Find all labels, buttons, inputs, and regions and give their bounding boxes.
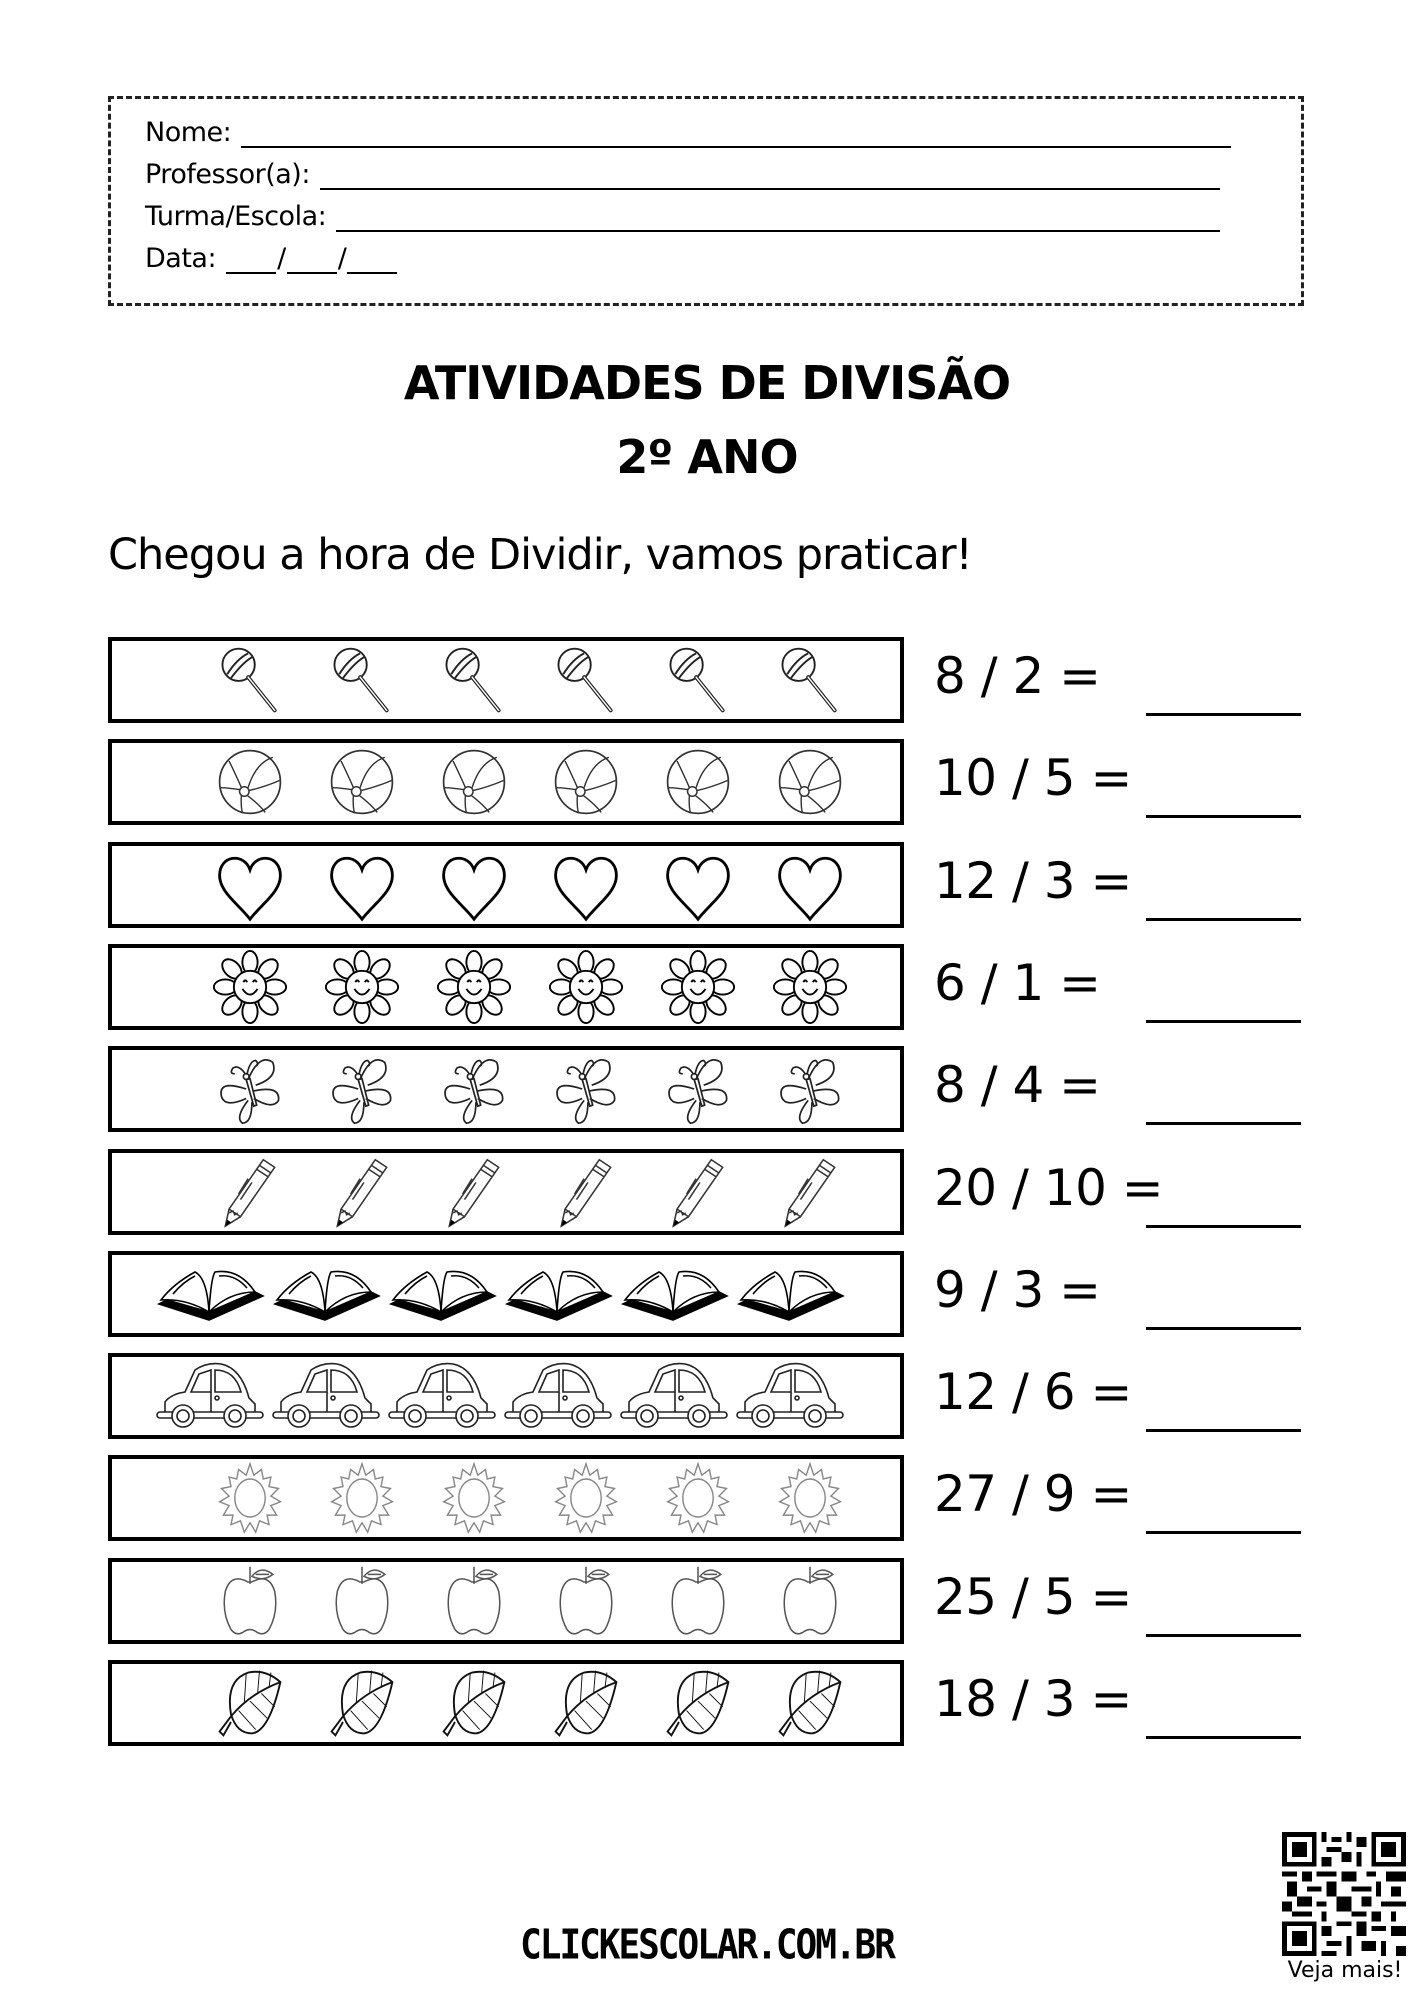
smiling-flower-icon bbox=[530, 948, 642, 1026]
heart-icon bbox=[418, 846, 530, 924]
picture-box bbox=[108, 944, 904, 1030]
car-icon bbox=[616, 1357, 732, 1435]
answer-blank[interactable] bbox=[1146, 918, 1301, 921]
butterfly-icon bbox=[642, 1050, 754, 1128]
class-school-line[interactable] bbox=[336, 206, 1220, 232]
exercise-row bbox=[108, 842, 1318, 928]
lollipop-icon bbox=[418, 641, 530, 719]
answer-blank[interactable] bbox=[1146, 1736, 1301, 1739]
division-equation: 6 / 1 = bbox=[934, 953, 1101, 1012]
apple-icon bbox=[530, 1562, 642, 1640]
division-equation: 12 / 6 = bbox=[934, 1363, 1132, 1422]
sun-icon bbox=[642, 1459, 754, 1537]
qr-caption: Veja mais! bbox=[1287, 1958, 1403, 1983]
teacher-line[interactable] bbox=[320, 164, 1220, 190]
exercise-row bbox=[108, 1046, 1318, 1132]
exercise-row bbox=[108, 739, 1318, 825]
apple-icon bbox=[194, 1562, 306, 1640]
lollipop-icon bbox=[194, 641, 306, 719]
car-icon bbox=[500, 1357, 616, 1435]
pencil-icon bbox=[754, 1153, 866, 1231]
date-year-line[interactable] bbox=[347, 248, 397, 274]
name-line[interactable] bbox=[241, 122, 1231, 148]
division-equation: 25 / 5 = bbox=[934, 1567, 1132, 1626]
intro-text: Chegou a hora de Dividir, vamos praticar! bbox=[108, 530, 972, 580]
exercise-row bbox=[108, 1251, 1318, 1337]
heart-icon bbox=[642, 846, 754, 924]
icon-group bbox=[194, 1050, 866, 1128]
open-book-icon bbox=[732, 1255, 848, 1333]
teacher-label: Professor(a): bbox=[145, 159, 310, 190]
teacher-field[interactable] bbox=[145, 159, 1220, 190]
smiling-flower-icon bbox=[754, 948, 866, 1026]
beach-ball-icon bbox=[418, 743, 530, 821]
division-equation: 10 / 5 = bbox=[934, 749, 1132, 808]
open-book-icon bbox=[152, 1255, 268, 1333]
picture-box bbox=[108, 637, 904, 723]
apple-icon bbox=[418, 1562, 530, 1640]
exercise-row bbox=[108, 944, 1318, 1030]
answer-blank[interactable] bbox=[1146, 1327, 1301, 1330]
exercise-row bbox=[108, 1149, 1318, 1235]
division-equation: 8 / 4 = bbox=[934, 1056, 1101, 1115]
date-field[interactable] bbox=[145, 243, 397, 274]
icon-group bbox=[194, 1459, 866, 1537]
beach-ball-icon bbox=[306, 743, 418, 821]
butterfly-icon bbox=[418, 1050, 530, 1128]
division-equation: 12 / 3 = bbox=[934, 851, 1132, 910]
answer-blank[interactable] bbox=[1146, 1225, 1301, 1228]
smiling-flower-icon bbox=[642, 948, 754, 1026]
picture-box bbox=[108, 1455, 904, 1541]
heart-icon bbox=[754, 846, 866, 924]
pencil-icon bbox=[642, 1153, 754, 1231]
date-month-line[interactable] bbox=[287, 248, 337, 274]
website-footer[interactable]: CLICKESCOLAR.COM.BR bbox=[520, 1921, 894, 1970]
smiling-flower-icon bbox=[306, 948, 418, 1026]
heart-icon bbox=[306, 846, 418, 924]
apple-icon bbox=[306, 1562, 418, 1640]
answer-blank[interactable] bbox=[1146, 1122, 1301, 1125]
answer-blank[interactable] bbox=[1146, 1429, 1301, 1432]
page-title: ATIVIDADES DE DIVISÃO bbox=[403, 356, 1011, 410]
picture-box bbox=[108, 842, 904, 928]
class-school-field[interactable] bbox=[145, 201, 1220, 232]
answer-blank[interactable] bbox=[1146, 815, 1301, 818]
leaf-icon bbox=[306, 1664, 418, 1742]
picture-box bbox=[108, 1353, 904, 1439]
icon-group bbox=[152, 1255, 848, 1333]
division-equation: 8 / 2 = bbox=[934, 647, 1101, 705]
beach-ball-icon bbox=[194, 743, 306, 821]
picture-box bbox=[108, 1149, 904, 1235]
heart-icon bbox=[194, 846, 306, 924]
lollipop-icon bbox=[306, 641, 418, 719]
sun-icon bbox=[530, 1459, 642, 1537]
name-field[interactable] bbox=[145, 117, 1231, 148]
butterfly-icon bbox=[530, 1050, 642, 1128]
answer-blank[interactable] bbox=[1146, 1634, 1301, 1637]
picture-box bbox=[108, 1251, 904, 1337]
pencil-icon bbox=[418, 1153, 530, 1231]
date-separator: / bbox=[337, 243, 347, 274]
icon-group bbox=[194, 948, 866, 1026]
picture-box bbox=[108, 739, 904, 825]
qr-code-icon[interactable] bbox=[1282, 1832, 1406, 1956]
answer-blank[interactable] bbox=[1146, 1020, 1301, 1023]
exercise-row bbox=[108, 637, 1318, 723]
division-equation: 27 / 9 = bbox=[934, 1465, 1132, 1524]
car-icon bbox=[268, 1357, 384, 1435]
car-icon bbox=[732, 1357, 848, 1435]
smiling-flower-icon bbox=[194, 948, 306, 1026]
smiling-flower-icon bbox=[418, 948, 530, 1026]
lollipop-icon bbox=[642, 641, 754, 719]
lollipop-icon bbox=[754, 641, 866, 719]
leaf-icon bbox=[418, 1664, 530, 1742]
division-equation: 9 / 3 = bbox=[934, 1260, 1101, 1319]
picture-box bbox=[108, 1046, 904, 1132]
picture-box bbox=[108, 1660, 904, 1746]
name-label: Nome: bbox=[145, 117, 232, 148]
picture-box bbox=[108, 1558, 904, 1644]
open-book-icon bbox=[268, 1255, 384, 1333]
apple-icon bbox=[754, 1562, 866, 1640]
exercise-row bbox=[108, 1455, 1318, 1541]
exercise-row bbox=[108, 1558, 1318, 1644]
icon-group bbox=[194, 1664, 866, 1742]
icon-group bbox=[194, 846, 866, 924]
exercise-row bbox=[108, 1660, 1318, 1746]
beach-ball-icon bbox=[642, 743, 754, 821]
pencil-icon bbox=[194, 1153, 306, 1231]
beach-ball-icon bbox=[530, 743, 642, 821]
sun-icon bbox=[194, 1459, 306, 1537]
date-day-line[interactable] bbox=[226, 248, 276, 274]
student-info-box bbox=[108, 96, 1304, 306]
open-book-icon bbox=[500, 1255, 616, 1333]
car-icon bbox=[152, 1357, 268, 1435]
sun-icon bbox=[754, 1459, 866, 1537]
division-equation: 18 / 3 = bbox=[934, 1670, 1132, 1728]
date-separator: / bbox=[277, 243, 286, 274]
leaf-icon bbox=[530, 1664, 642, 1742]
date-label: Data: bbox=[145, 243, 217, 274]
icon-group bbox=[194, 1153, 866, 1231]
heart-icon bbox=[530, 846, 642, 924]
answer-blank[interactable] bbox=[1146, 1531, 1301, 1534]
exercise-row bbox=[108, 1353, 1318, 1439]
butterfly-icon bbox=[754, 1050, 866, 1128]
icon-group bbox=[194, 1562, 866, 1640]
icon-group bbox=[152, 1357, 848, 1435]
open-book-icon bbox=[616, 1255, 732, 1333]
apple-icon bbox=[642, 1562, 754, 1640]
answer-blank[interactable] bbox=[1146, 713, 1301, 716]
class-school-label: Turma/Escola: bbox=[145, 201, 327, 232]
leaf-icon bbox=[642, 1664, 754, 1742]
grade-subtitle: 2º ANO bbox=[616, 430, 798, 484]
car-icon bbox=[384, 1357, 500, 1435]
beach-ball-icon bbox=[754, 743, 866, 821]
division-equation: 20 / 10 = bbox=[934, 1158, 1164, 1217]
pencil-icon bbox=[530, 1153, 642, 1231]
sun-icon bbox=[306, 1459, 418, 1537]
pencil-icon bbox=[306, 1153, 418, 1231]
leaf-icon bbox=[194, 1664, 306, 1742]
icon-group bbox=[194, 641, 866, 719]
sun-icon bbox=[418, 1459, 530, 1537]
butterfly-icon bbox=[306, 1050, 418, 1128]
icon-group bbox=[194, 743, 866, 821]
butterfly-icon bbox=[194, 1050, 306, 1128]
lollipop-icon bbox=[530, 641, 642, 719]
open-book-icon bbox=[384, 1255, 500, 1333]
leaf-icon bbox=[754, 1664, 866, 1742]
